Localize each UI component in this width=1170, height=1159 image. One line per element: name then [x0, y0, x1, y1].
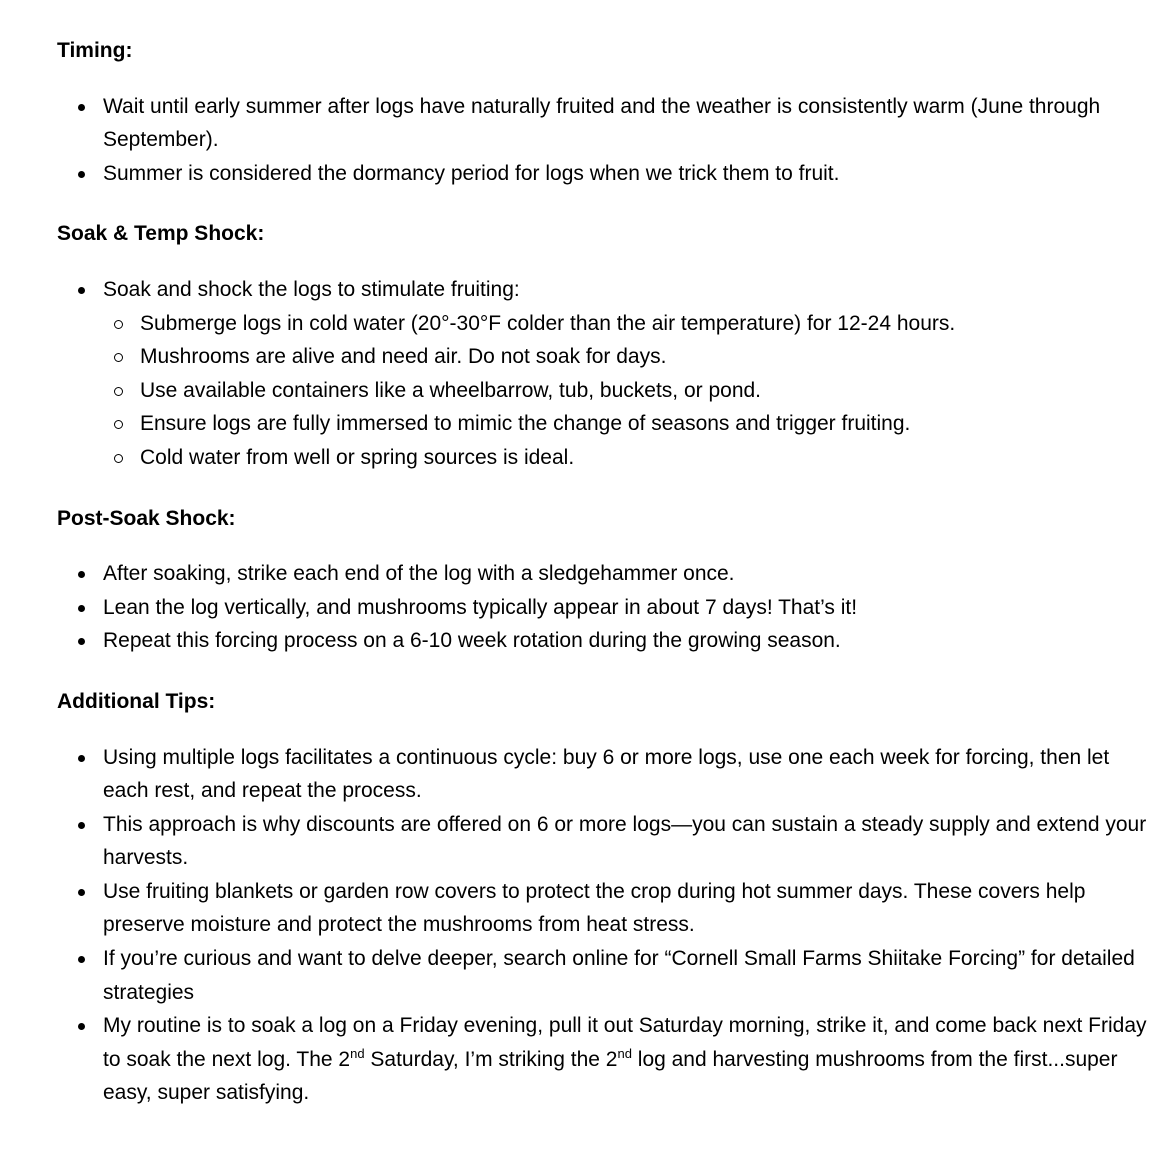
- bullet-dot-icon: [78, 287, 85, 294]
- section-heading: Additional Tips:: [57, 689, 216, 713]
- bullet-list: [57, 741, 1158, 1111]
- bullet-dot-icon: [78, 755, 85, 762]
- sub-list-item-text: Ensure logs are fully immersed to mimic the change of seasons and trigger fruiting.: [140, 412, 911, 436]
- bullet-dot-icon: [78, 822, 85, 829]
- list-item-text: Use fruiting blankets or garden row covers to protect the crop during hot summer days. These covers help preserve moisture and protect the mushrooms from heat stress.: [103, 879, 1086, 937]
- sub-list-item: [140, 307, 1158, 341]
- bullet-list: [57, 557, 1158, 658]
- bullet-dot-icon: [78, 104, 85, 111]
- bullet-dot-icon: [78, 889, 85, 896]
- sub-bullet-list: [103, 307, 1158, 475]
- section-heading: Timing:: [57, 39, 133, 62]
- superscript-text: nd: [617, 1045, 632, 1061]
- list-item-text: Using multiple logs facilitates a continuous cycle: buy 6 or more logs, use one each week for forcing, then let each rest, and repeat the process.: [103, 745, 1110, 803]
- list-item-text: After soaking, strike each end of the log with a sledgehammer once.: [103, 562, 735, 586]
- list-item: [103, 1009, 1158, 1110]
- sub-list-item-text: Cold water from well or spring sources is ideal.: [140, 445, 575, 469]
- list-item-text: Summer is considered the dormancy period for logs when we trick them to fruit.: [103, 161, 840, 185]
- list-item-text: This approach is why discounts are offered on 6 or more logs—you can sustain a steady supply and extend your harvests.: [103, 812, 1147, 870]
- bullet-list: [57, 90, 1158, 191]
- section-heading: Soak & Temp Shock:: [57, 222, 265, 246]
- list-item-text: Repeat this forcing process on a 6-10 week rotation during the growing season.: [103, 629, 841, 653]
- sub-list-item-text: Use available containers like a wheelbarrow, tub, buckets, or pond.: [140, 378, 762, 402]
- sub-list-item: [140, 340, 1158, 374]
- sub-list-item: [140, 374, 1158, 408]
- bullet-dot-icon: [78, 638, 85, 645]
- sub-list-item: [140, 407, 1158, 441]
- list-item: [103, 273, 1158, 475]
- list-item-text: Lean the log vertically, and mushrooms typically appear in about 7 days! That’s it!: [103, 595, 858, 619]
- sub-list-item-text: Mushrooms are alive and need air. Do not soak for days.: [140, 345, 667, 369]
- list-item: [103, 591, 1158, 625]
- list-item: [103, 875, 1158, 942]
- bullet-circle-icon: [114, 320, 123, 329]
- bullet-list: [57, 273, 1158, 475]
- section-heading: Post-Soak Shock:: [57, 506, 236, 530]
- list-item: [103, 942, 1158, 1009]
- superscript-text: nd: [350, 1045, 365, 1061]
- list-item-text: Soak and shock the logs to stimulate fruiting:: [103, 277, 520, 301]
- bullet-circle-icon: [114, 454, 123, 463]
- document-body: [57, 34, 1158, 1110]
- bullet-dot-icon: [78, 171, 85, 178]
- sub-list-item: [140, 441, 1158, 475]
- list-item-text: My routine is to soak a log on a Friday evening, pull it out Saturday morning, strike it, and come back next Friday to soak the next log. The 2nd Saturday, I’m striking the 2nd log and harvesting mushrooms from the first...super easy, super satisfying.: [103, 1014, 1147, 1105]
- bullet-circle-icon: [114, 387, 123, 396]
- list-item: [103, 624, 1158, 658]
- list-item: [103, 741, 1158, 808]
- list-item-text: Wait until early summer after logs have naturally fruited and the weather is consistently warm (June through September).: [103, 94, 1101, 152]
- list-item: [103, 808, 1158, 875]
- bullet-dot-icon: [78, 571, 85, 578]
- bullet-dot-icon: [78, 605, 85, 612]
- list-item: [103, 157, 1158, 191]
- bullet-circle-icon: [114, 420, 123, 429]
- sub-list-item-text: Submerge logs in cold water (20°-30°F colder than the air temperature) for 12-24 hours.: [140, 311, 956, 335]
- list-item-text: If you’re curious and want to delve deeper, search online for “Cornell Small Farms Shiitake Forcing” for detailed strategies: [103, 947, 1135, 1004]
- bullet-dot-icon: [78, 956, 85, 963]
- list-item: [103, 90, 1158, 157]
- bullet-dot-icon: [78, 1023, 85, 1030]
- bullet-circle-icon: [114, 353, 123, 362]
- list-item: [103, 557, 1158, 591]
